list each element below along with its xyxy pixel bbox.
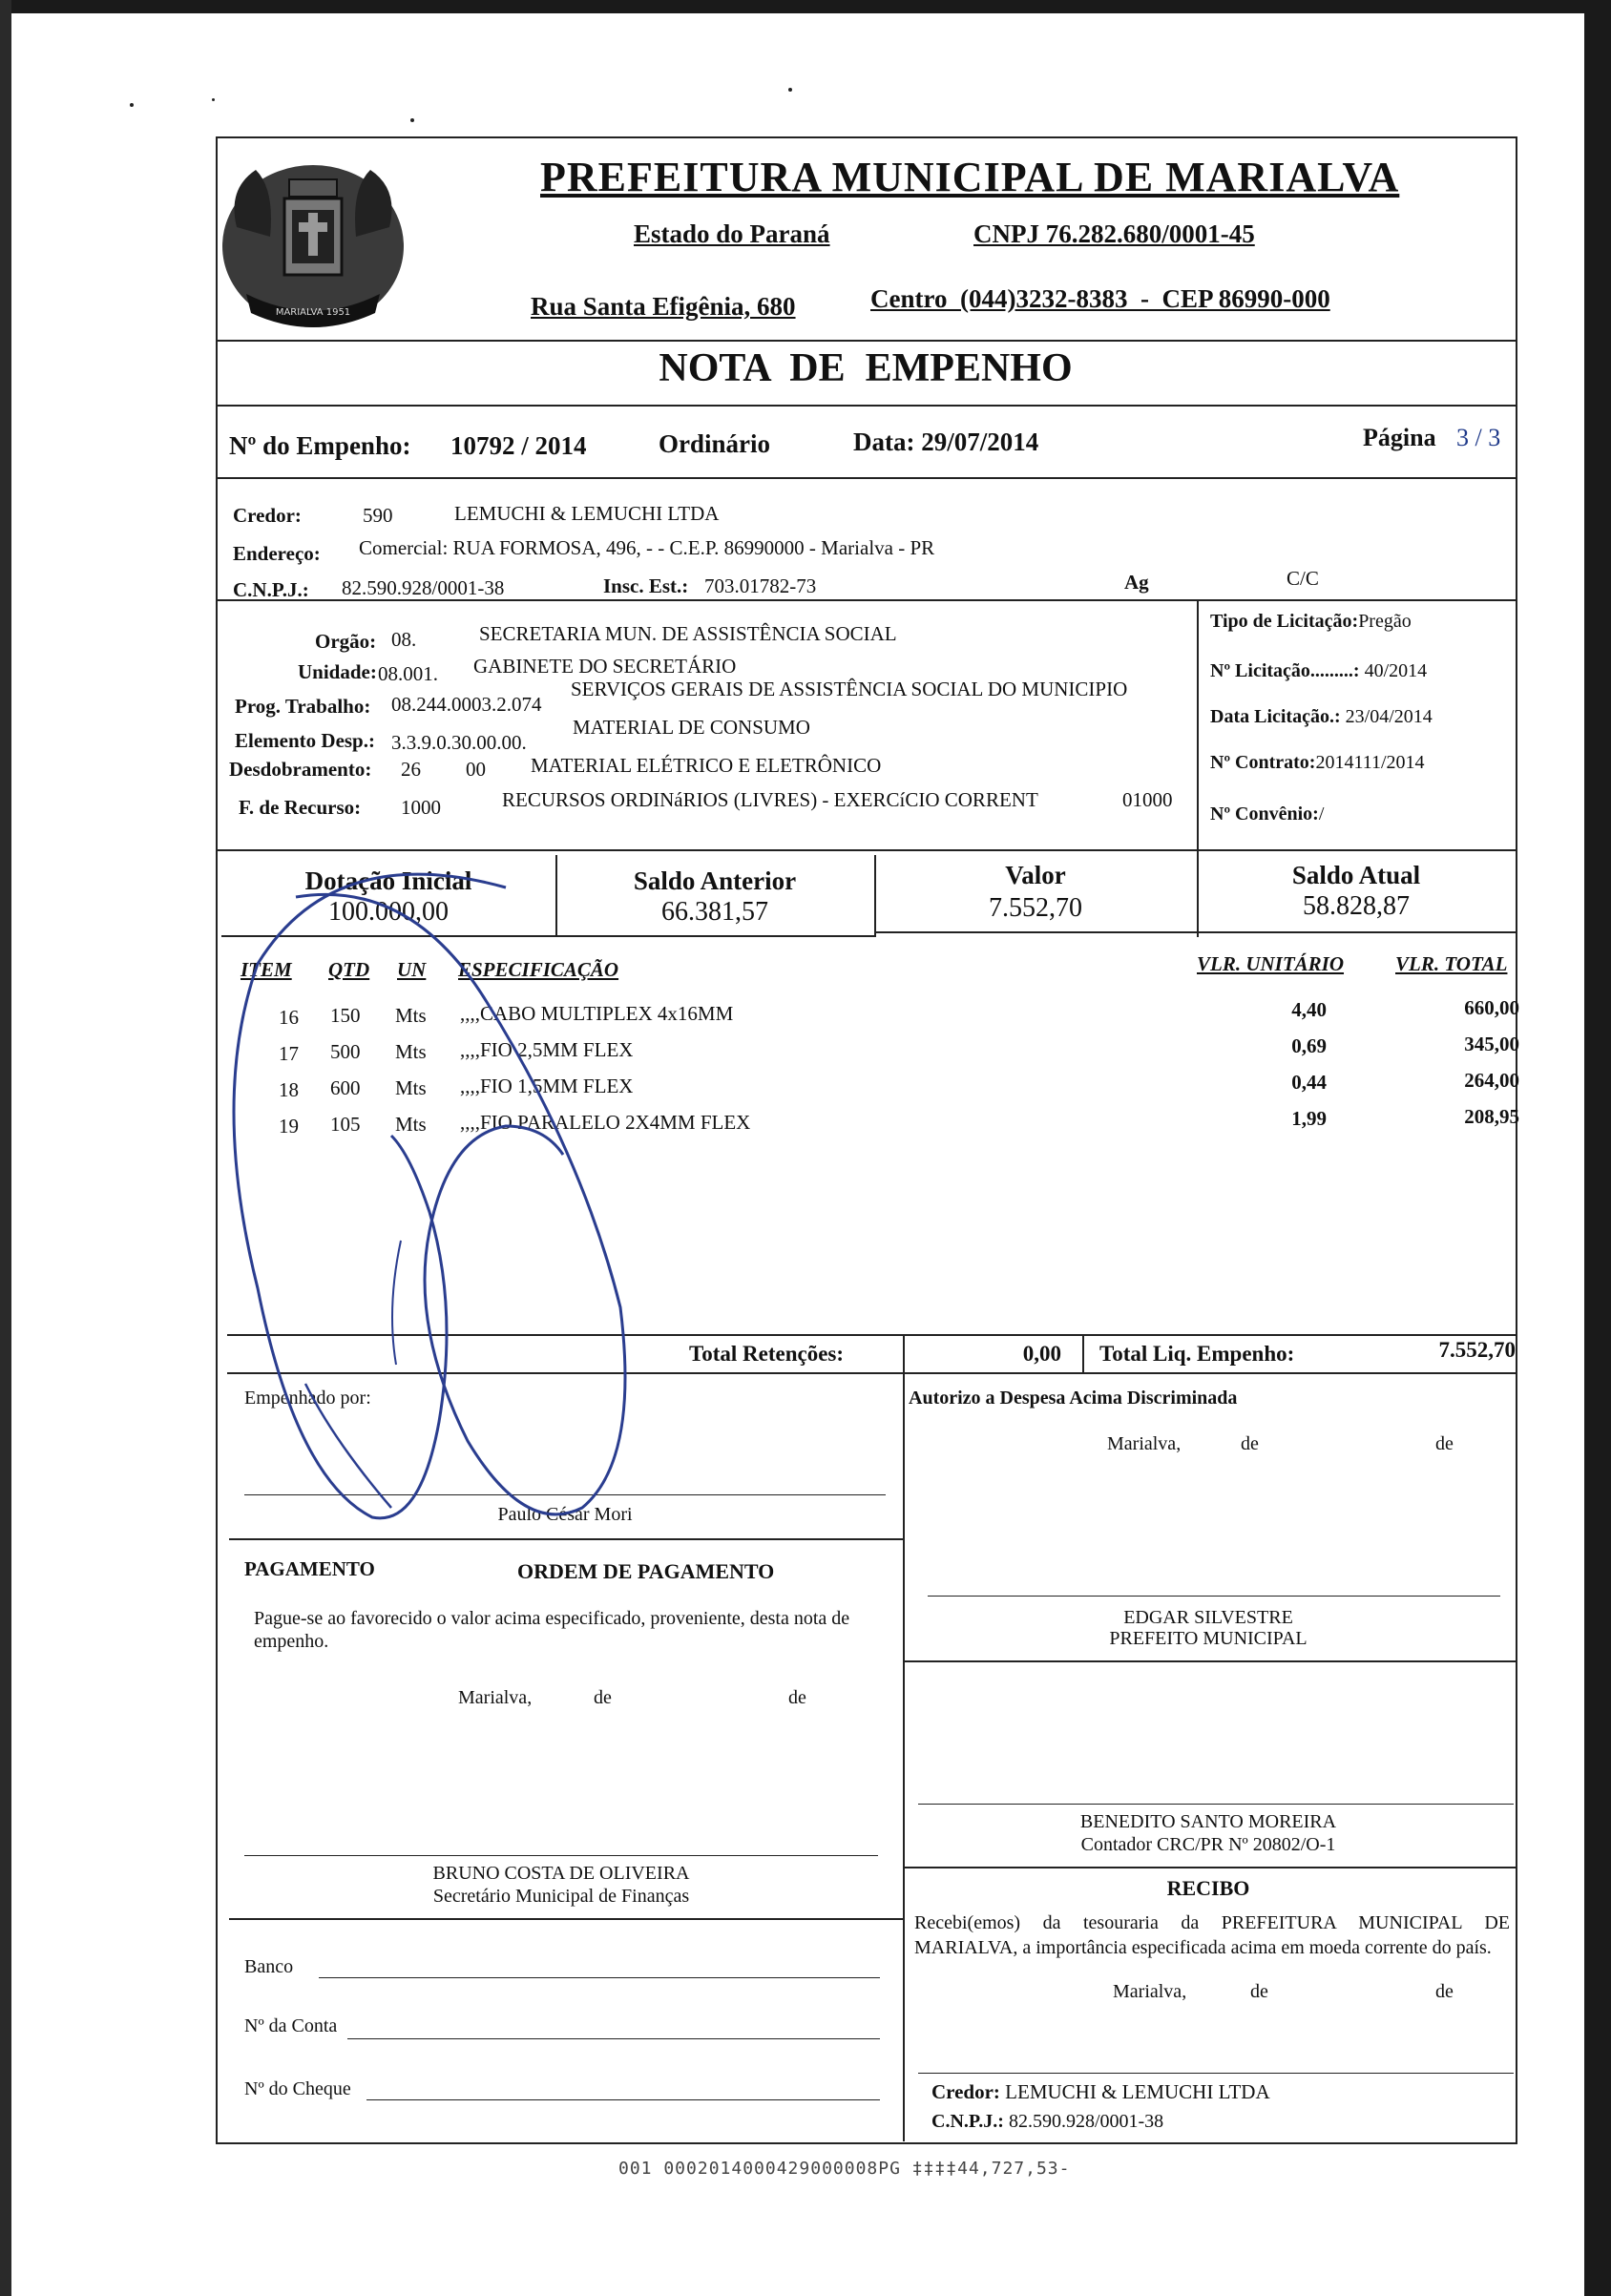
pague-text: Pague-se ao favorecido o valor acima especificado, proveniente, desta nota de empenho. <box>254 1608 850 1652</box>
cheque-field-line <box>366 2099 880 2100</box>
svg-text:MARIALVA 1951: MARIALVA 1951 <box>275 307 351 318</box>
header-contact: Centro (044)3232-8383 - CEP 86990-000 <box>870 284 1330 313</box>
scan-speck <box>410 118 414 122</box>
scan-speck <box>788 88 792 92</box>
conta-label: Nº da Conta <box>244 2015 338 2036</box>
col-unit-price: VLR. UNITÁRIO <box>1197 952 1345 975</box>
state-name: Estado do Paraná <box>634 219 830 248</box>
contador-title: Contador CRC/PR Nº 20802/O-1 <box>1080 1834 1336 1855</box>
cell-qtd: 600 <box>330 1076 361 1099</box>
page-label: Página <box>1363 424 1436 451</box>
cell-item: 18 <box>279 1078 299 1101</box>
empenhado-label: Empenhado por: <box>244 1388 371 1409</box>
col-especificacao: ESPECIFICAÇÃO <box>458 958 619 981</box>
desdobramento-label: Desdobramento: <box>229 758 372 781</box>
pagamento-de-2: de <box>788 1687 806 1708</box>
credor-name: LEMUCHI & LEMUCHI LTDA <box>454 502 720 525</box>
cell-desc: ,,,,FIO 1,5MM FLEX <box>460 1075 634 1097</box>
cell-qtd: 150 <box>330 1004 361 1027</box>
pagamento-label: PAGAMENTO <box>244 1557 375 1580</box>
autorizo-de-1: de <box>1241 1433 1259 1454</box>
fonte-label: F. de Recurso: <box>239 796 362 819</box>
recibo-cnpj-value: 82.590.928/0001-38 <box>1008 2111 1164 2132</box>
divider <box>903 1867 1516 1868</box>
valor-value: 7.552,70 <box>989 893 1082 923</box>
divider <box>216 477 1516 479</box>
elemento-name: MATERIAL DE CONSUMO <box>573 716 810 739</box>
valor-label: Valor <box>1005 861 1066 889</box>
empenho-type: Ordinário <box>659 429 771 458</box>
col-total: VLR. TOTAL <box>1395 952 1508 975</box>
handwritten-signature <box>220 849 659 1536</box>
divider <box>903 1372 905 2141</box>
elemento-code: 3.3.9.0.30.00.00. <box>391 731 527 754</box>
desdobramento-code: 26 <box>401 758 421 781</box>
recibo-cnpj-label: C.N.P.J.: <box>931 2111 1004 2132</box>
pagamento-place: Marialva, <box>458 1687 533 1708</box>
divider <box>1082 1334 1084 1372</box>
insc-label: Insc. Est.: <box>603 574 689 597</box>
pagamento-de-1: de <box>594 1687 612 1708</box>
banco-field-line <box>319 1977 880 1978</box>
scan-speck <box>130 103 134 107</box>
empenho-number: 10792 / 2014 <box>450 431 587 460</box>
tipo-licitacao-value: Pregão <box>1358 611 1412 632</box>
divider <box>216 405 1516 407</box>
empenho-number-label: Nº do Empenho: <box>229 431 411 460</box>
recibo-de-1: de <box>1250 1981 1268 2002</box>
scan-speck <box>212 98 215 101</box>
ordem-pagamento-label: ORDEM DE PAGAMENTO <box>517 1559 775 1583</box>
coat-of-arms-icon <box>218 151 408 342</box>
prefeito-signature-line <box>928 1596 1500 1597</box>
contrato-value: 2014111/2014 <box>1315 752 1425 773</box>
data-licitacao-value: 23/04/2014 <box>1345 706 1433 727</box>
num-licitacao-label: Nº Licitação.........: <box>1210 660 1360 681</box>
insc-value: 703.01782-73 <box>704 574 817 597</box>
cell-desc: ,,,,FIO 2,5MM FLEX <box>460 1038 634 1061</box>
divider <box>1197 599 1199 849</box>
col-qtd: QTD <box>328 958 370 981</box>
cell-unit: 1,99 <box>1291 1107 1327 1130</box>
col-un: UN <box>397 958 427 981</box>
fonte-code: 1000 <box>401 796 441 819</box>
cell-total: 345,00 <box>1464 1033 1519 1055</box>
recibo-title: RECIBO <box>1166 1876 1250 1900</box>
cell-desc: ,,,,FIO PARALELO 2X4MM FLEX <box>460 1111 751 1134</box>
data-licitacao-label: Data Licitação.: <box>1210 706 1341 727</box>
saldo-atual-value: 58.828,87 <box>1303 891 1410 921</box>
recibo-signature-line <box>918 2073 1514 2074</box>
credor-label: Credor: <box>233 504 302 527</box>
dotacao-value: 100.000,00 <box>328 897 449 927</box>
prog-code: 08.244.0003.2.074 <box>391 693 542 716</box>
endereco-label: Endereço: <box>233 542 321 565</box>
cnpj-label: C.N.P.J.: <box>233 578 309 601</box>
cell-unit: 0,69 <box>1291 1034 1327 1057</box>
cell-un: Mts <box>395 1004 427 1027</box>
unidade-label: Unidade: <box>298 660 377 683</box>
cell-total: 264,00 <box>1464 1069 1519 1092</box>
scan-edge-left <box>0 0 11 2296</box>
secretario-title: Secretário Municipal de Finanças <box>432 1886 690 1907</box>
header-address: Rua Santa Efigênia, 680 <box>531 292 796 321</box>
scan-edge-right <box>1584 0 1611 2296</box>
elemento-label: Elemento Desp.: <box>235 729 375 752</box>
contador-name: BENEDITO SANTO MOREIRA <box>1079 1811 1337 1832</box>
agency-label: Ag <box>1124 571 1149 594</box>
orgao-code: 08. <box>391 628 417 651</box>
cell-total: 208,95 <box>1464 1105 1519 1128</box>
unidade-code: 08.001. <box>378 662 438 685</box>
endereco-value: Comercial: RUA FORMOSA, 496, - - C.E.P. 86990000 - Marialva - PR <box>359 536 935 559</box>
banco-label: Banco <box>244 1956 294 1977</box>
header-cnpj: CNPJ 76.282.680/0001-45 <box>973 219 1255 248</box>
contrato-label: Nº Contrato: <box>1210 752 1316 773</box>
cheque-label: Nº do Cheque <box>244 2078 351 2099</box>
num-licitacao-value: 40/2014 <box>1364 660 1428 681</box>
recibo-place: Marialva, <box>1113 1981 1187 2002</box>
cell-desc: ,,,,CABO MULTIPLEX 4x16MM <box>460 1002 734 1025</box>
recibo-credor-label: Credor: <box>931 2080 1000 2103</box>
saldo-anterior-label: Saldo Anterior <box>633 866 797 895</box>
page-title: PREFEITURA MUNICIPAL DE MARIALVA <box>540 154 1400 200</box>
desdobramento-name: MATERIAL ELÉTRICO E ELETRÔNICO <box>531 754 882 777</box>
dotacao-label: Dotação Inicial <box>304 866 472 895</box>
recibo-text: Recebi(emos) da tesouraria da PREFEITURA MUNICIPAL DE MARIALVA, a importância especificada acima em moeda corrente do país. <box>914 1912 1510 1958</box>
prefeito-name: EDGAR SILVESTRE <box>1123 1607 1293 1628</box>
page-number: 3 / 3 <box>1456 424 1501 451</box>
autorizo-de-2: de <box>1435 1433 1454 1454</box>
tipo-licitacao-label: Tipo de Licitação: <box>1210 611 1359 632</box>
cell-item: 16 <box>279 1006 299 1029</box>
fonte-name: RECURSOS ORDINáRIOS (LIVRES) - EXERCíCIO CORRENT <box>502 788 1038 811</box>
credor-code: 590 <box>363 504 393 527</box>
divider <box>903 1660 1516 1662</box>
convenio-label: Nº Convênio: <box>1210 804 1319 824</box>
divider <box>903 1334 905 1372</box>
orgao-name: SECRETARIA MUN. DE ASSISTÊNCIA SOCIAL <box>479 622 897 645</box>
cell-unit: 4,40 <box>1291 998 1327 1021</box>
account-label: C/C <box>1287 567 1319 590</box>
document-type: NOTA DE EMPENHO <box>659 346 1073 390</box>
saldo-atual-label: Saldo Atual <box>1291 861 1421 889</box>
scan-edge-top <box>0 0 1611 13</box>
cell-item: 17 <box>279 1042 299 1065</box>
autorizo-place: Marialva, <box>1107 1433 1182 1454</box>
contador-signature-line <box>918 1804 1514 1805</box>
recibo-credor-value: LEMUCHI & LEMUCHI LTDA <box>1005 2080 1270 2103</box>
empenhado-name: Paulo César Mori <box>497 1504 633 1525</box>
retencoes-label: Total Retenções: <box>689 1342 845 1366</box>
divider <box>229 1918 903 1920</box>
conta-field-line <box>347 2038 880 2039</box>
retencoes-value: 0,00 <box>1022 1342 1061 1366</box>
cell-un: Mts <box>395 1113 427 1136</box>
recibo-de-2: de <box>1435 1981 1454 2002</box>
convenio-value: / <box>1318 804 1325 824</box>
fonte-number: 01000 <box>1122 788 1173 811</box>
liquido-label: Total Liq. Empenho: <box>1099 1342 1295 1366</box>
liquido-value: 7.552,70 <box>1438 1338 1516 1362</box>
divider <box>216 599 1516 601</box>
saldo-anterior-value: 66.381,57 <box>661 897 768 927</box>
cell-un: Mts <box>395 1076 427 1099</box>
cell-qtd: 105 <box>330 1113 361 1136</box>
desdobramento-sub: 00 <box>466 758 486 781</box>
divider <box>216 340 1516 342</box>
cell-qtd: 500 <box>330 1040 361 1063</box>
col-item: ITEM <box>241 958 292 981</box>
prefeito-title: PREFEITO MUNICIPAL <box>1109 1628 1308 1649</box>
autorizo-text: Autorizo a Despesa Acima Discriminada <box>909 1388 1238 1409</box>
empenho-date: Data: 29/07/2014 <box>853 428 1039 456</box>
footer-stamp: 001 0002014000429000008PG ‡‡‡‡44,727,53- <box>618 2159 1071 2179</box>
cell-total: 660,00 <box>1464 996 1519 1019</box>
cell-un: Mts <box>395 1040 427 1063</box>
cell-item: 19 <box>279 1115 299 1138</box>
orgao-label: Orgão: <box>315 630 377 653</box>
secretario-name: BRUNO COSTA DE OLIVEIRA <box>432 1863 690 1884</box>
divider <box>229 1538 903 1540</box>
divider <box>874 931 1516 933</box>
cell-unit: 0,44 <box>1291 1071 1327 1094</box>
prog-label: Prog. Trabalho: <box>235 695 371 718</box>
unidade-name: GABINETE DO SECRETÁRIO <box>473 655 737 678</box>
prog-name: SERVIÇOS GERAIS DE ASSISTÊNCIA SOCIAL DO MUNICIPIO <box>571 678 1128 700</box>
secretario-signature-line <box>244 1855 878 1856</box>
cnpj-value: 82.590.928/0001-38 <box>342 576 505 599</box>
